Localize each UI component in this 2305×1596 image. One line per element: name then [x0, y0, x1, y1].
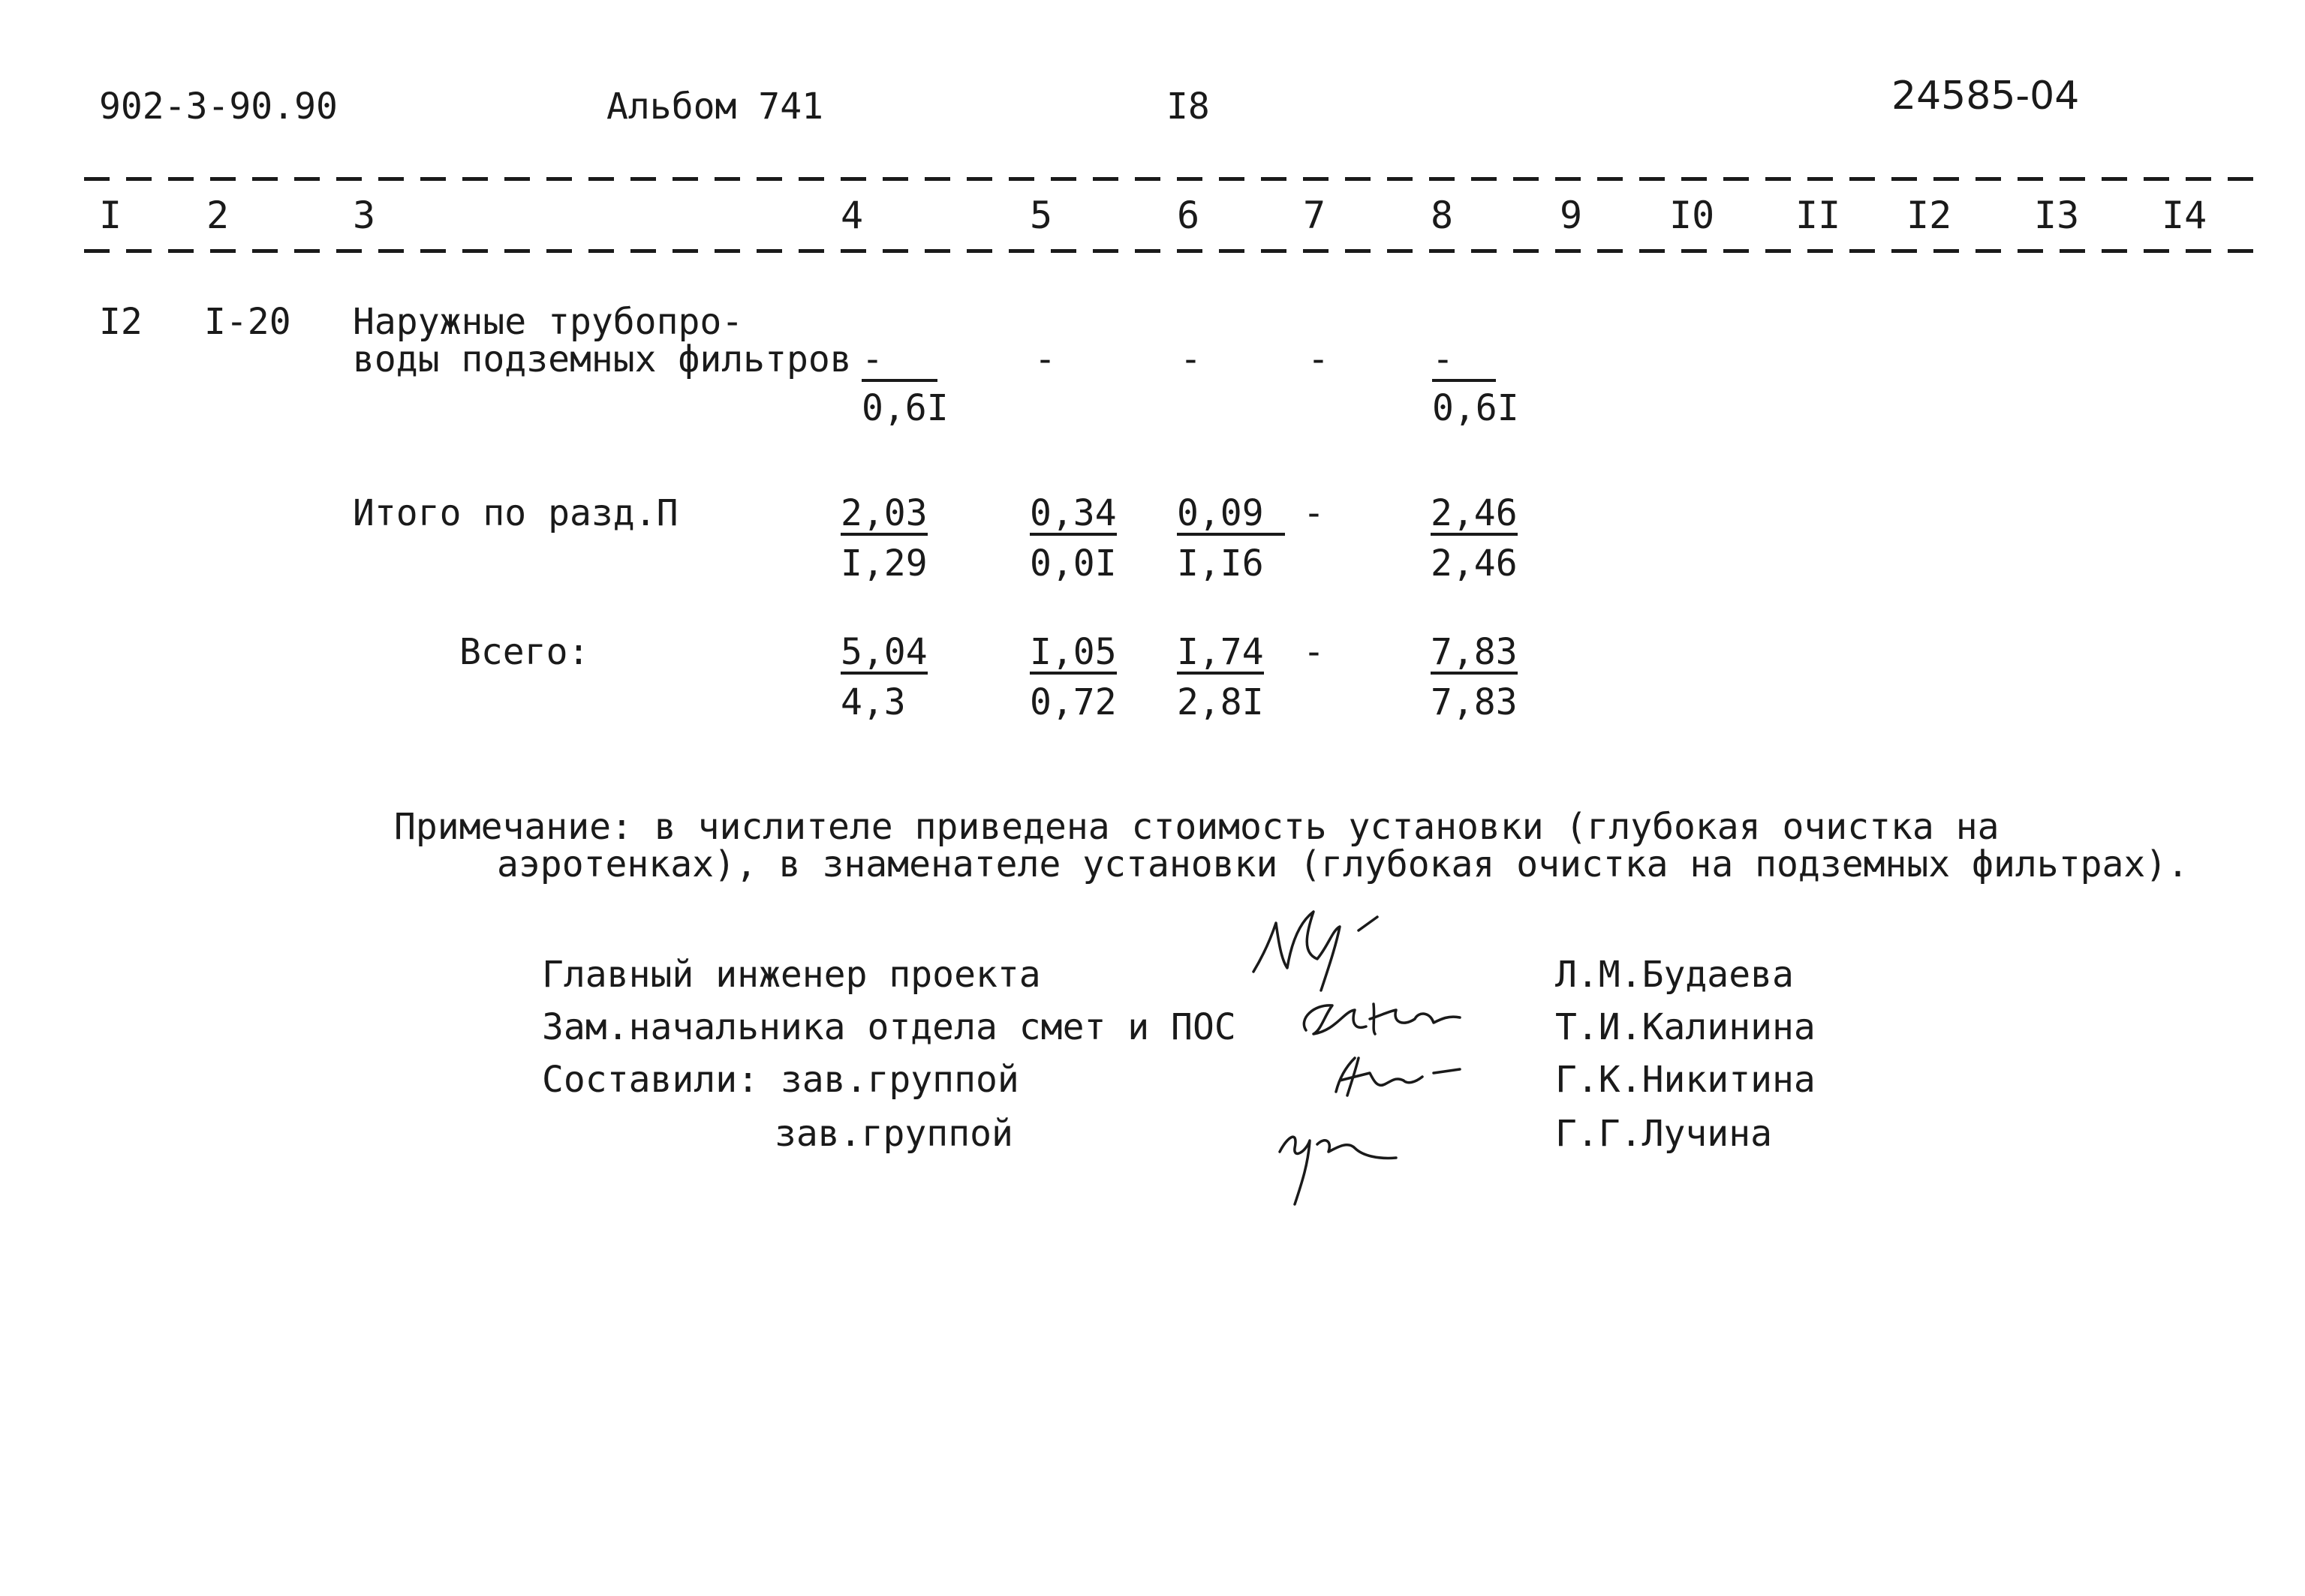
col-num-4: 4 [841, 194, 864, 237]
total-col7: - [1303, 631, 1325, 673]
subtotal-col5-numerator: 0,34 [1030, 492, 1117, 534]
col-num-2: 2 [206, 194, 230, 237]
page-number: I8 [1166, 86, 1210, 128]
col-num-10: I0 [1669, 194, 1715, 237]
album-label: Альбом 741 [606, 86, 823, 128]
document-code: 902-3-90.90 [99, 86, 338, 128]
handwritten-signature-1 [1246, 900, 1426, 998]
total-col6-numerator: I,74 [1177, 631, 1264, 673]
subtotal-col8-denominator: 2,46 [1431, 543, 1518, 585]
signature-name-budaeva: Л.М.Будаева [1555, 954, 1794, 996]
col-num-5: 5 [1030, 194, 1053, 237]
note-line-1: Примечание: в числителе приведена стоимость установки (глубокая очистка на [394, 806, 2000, 848]
handwritten-signature-4 [1265, 1107, 1430, 1212]
row12-col4-denominator: 0,6I [862, 387, 949, 429]
row12-col8-numerator: - [1432, 341, 1496, 382]
row12-col7: - [1307, 338, 1329, 380]
signature-name-kalinina: Т.И.Калинина [1555, 1006, 1816, 1048]
row12-col6: - [1180, 338, 1202, 380]
signature-role-chief-engineer: Главный инженер проекта [542, 954, 1041, 996]
col-num-8: 8 [1431, 194, 1454, 237]
row12-col5: - [1034, 338, 1056, 380]
subtotal-col6-numerator: 0,09 [1177, 495, 1285, 536]
handwritten-signature-3 [1313, 1047, 1486, 1107]
total-col5-numerator: I,05 [1030, 631, 1117, 673]
signature-role-compiled-group-head: Составили: зав.группой [542, 1059, 1019, 1101]
total-col8-numerator: 7,83 [1431, 631, 1518, 673]
signature-name-luchina: Г.Г.Лучина [1555, 1113, 1772, 1155]
table-header-rule [84, 249, 2268, 253]
subtotal-col5-denominator: 0,0I [1030, 543, 1117, 585]
col-num-14: I4 [2162, 194, 2207, 237]
col-num-7: 7 [1303, 194, 1326, 237]
total-col8-denominator: 7,83 [1431, 681, 1518, 723]
row12-number: I2 [99, 301, 143, 343]
total-col4-denominator: 4,3 [841, 681, 906, 723]
signature-role-deputy-head: Зам.начальника отдела смет и ПОС [542, 1006, 1236, 1048]
signature-name-nikitina: Г.К.Никитина [1555, 1059, 1816, 1101]
row12-name-line2: воды подземных фильтров [353, 338, 852, 380]
table-top-rule [84, 177, 2268, 181]
subtotal-label: Итого по разд.П [353, 492, 679, 534]
col-num-3: 3 [353, 194, 376, 237]
row12-col8-denominator: 0,6I [1432, 387, 1519, 429]
col-num-9: 9 [1560, 194, 1583, 237]
total-col6-denominator: 2,8I [1177, 681, 1264, 723]
total-col4-numerator: 5,04 [841, 631, 928, 673]
row12-reference: I-20 [204, 301, 291, 343]
col-num-6: 6 [1177, 194, 1200, 237]
row12-col4-numerator: - [862, 341, 937, 382]
subtotal-col7: - [1303, 492, 1325, 534]
subtotal-col6-denominator: I,I6 [1177, 543, 1264, 585]
col-num-12: I2 [1906, 194, 1952, 237]
subtotal-col4-denominator: I,29 [841, 543, 928, 585]
note-line-2: аэротенках), в знаменателе установки (глубокая очистка на подземных фильтрах). [497, 843, 2189, 885]
signature-role-group-head: зав.группой [775, 1113, 1013, 1155]
col-num-11: II [1795, 194, 1841, 237]
subtotal-col4-numerator: 2,03 [841, 492, 928, 534]
col-num-1: I [99, 194, 122, 237]
subtotal-col8-numerator: 2,46 [1431, 492, 1518, 534]
col-num-13: I3 [2034, 194, 2080, 237]
row12-name-line1: Наружные трубопро- [353, 301, 744, 343]
handwritten-signature-2 [1291, 989, 1486, 1049]
total-label: Всего: [459, 631, 590, 673]
inventory-number: 24585-04 [1891, 74, 2080, 119]
total-col5-denominator: 0,72 [1030, 681, 1117, 723]
